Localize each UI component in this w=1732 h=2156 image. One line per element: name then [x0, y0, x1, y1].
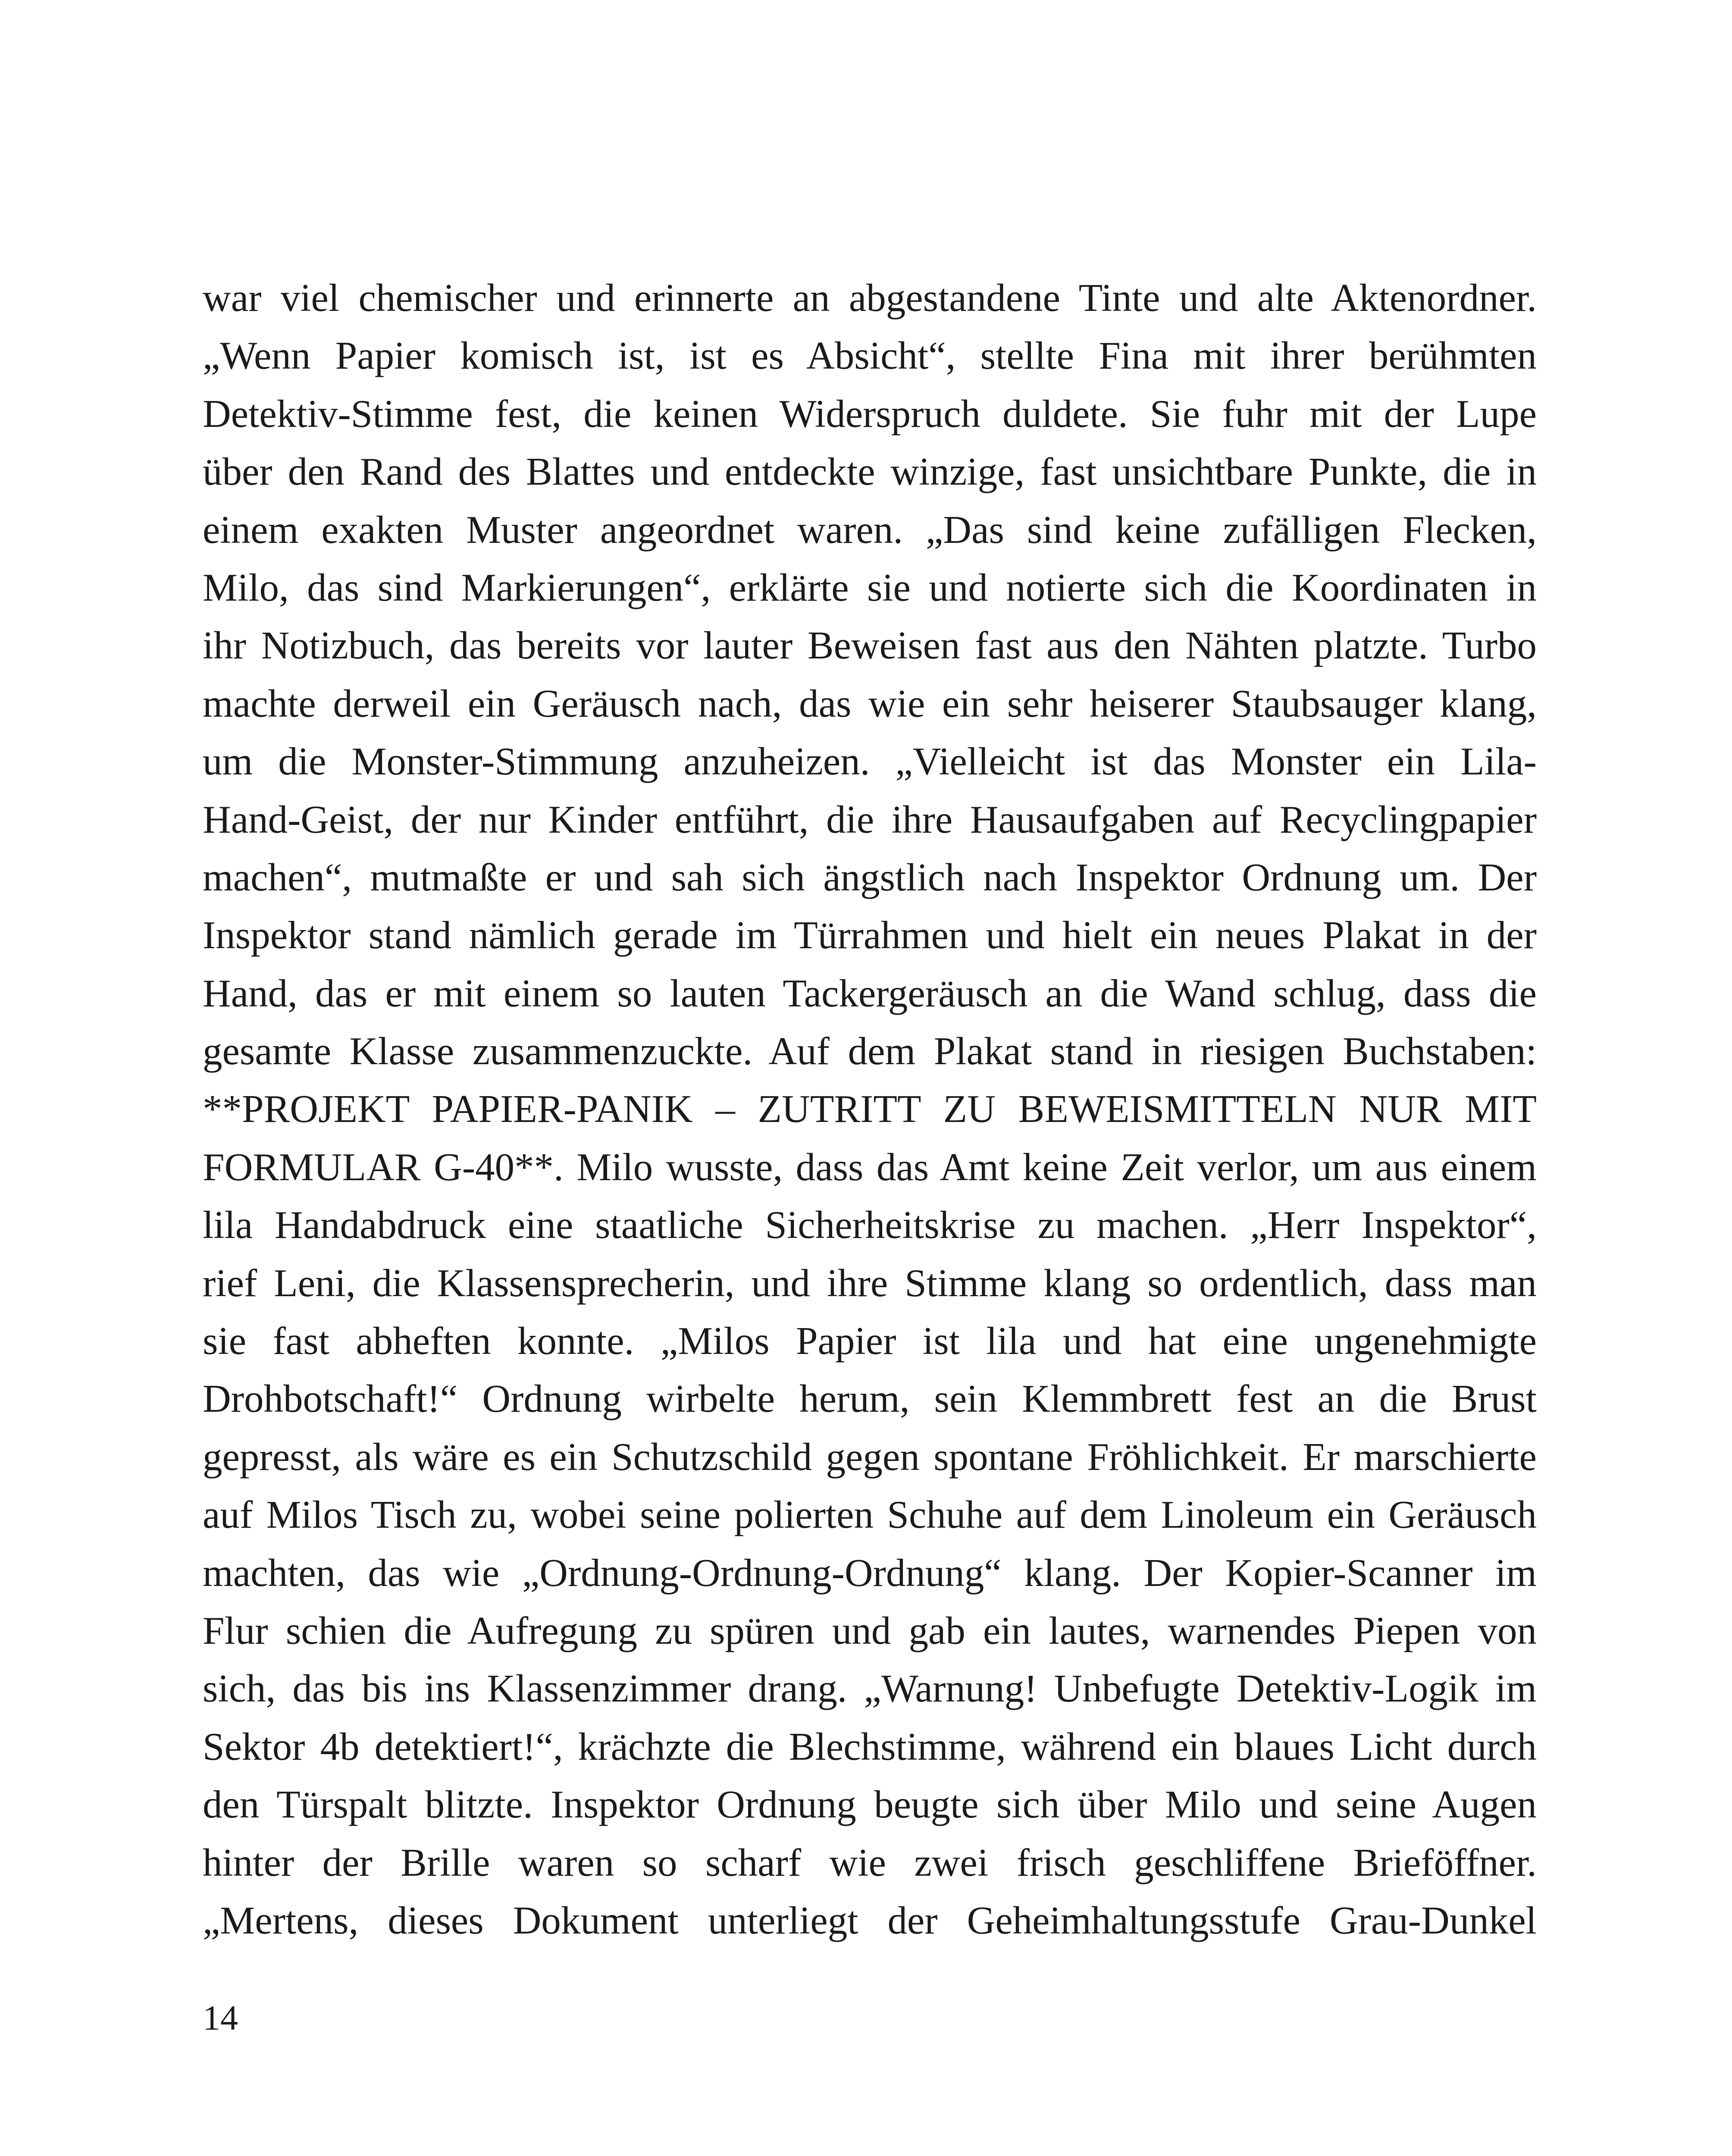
body-text: [203, 269, 1537, 1949]
text-line: Sektor 4b detektiert!“, krächzte die Blechstimme, während ein blaues Licht durch: [203, 1724, 1537, 1768]
text-line: auf Milos Tisch zu, wobei seine polierten Schuhe auf dem Linoleum ein Geräusch: [203, 1493, 1537, 1537]
text-line: war viel chemischer und erinnerte an abgestandene Tinte und alte Aktenordner.: [203, 276, 1537, 320]
text-line: gepresst, als wäre es ein Schutzschild gegen spontane Fröhlichkeit. Er marschierte: [203, 1435, 1537, 1479]
text-line: über den Rand des Blattes und entdeckte winzige, fast unsichtbare Punkte, die in: [203, 450, 1537, 494]
text-line: machte derweil ein Geräusch nach, das wie ein sehr heiserer Staubsauger klang,: [203, 681, 1537, 725]
text-line: Flur schien die Aufregung zu spüren und gab ein lautes, warnendes Piepen von: [203, 1608, 1537, 1652]
text-line: sich, das bis ins Klassenzimmer drang. „Warnung! Unbefugte Detektiv-Logik im: [203, 1667, 1537, 1711]
text-line: ihr Notizbuch, das bereits vor lauter Beweisen fast aus den Nähten platzte. Turbo: [203, 624, 1537, 667]
text-line: sie fast abheften konnte. „Milos Papier ist lila und hat eine ungenehmigte: [203, 1319, 1537, 1363]
text-line: Detektiv-Stimme fest, die keinen Widerspruch duldete. Sie fuhr mit der Lupe: [203, 392, 1537, 436]
text-line: hinter der Brille waren so scharf wie zwei frisch geschliffene Brieföffner.: [203, 1840, 1537, 1884]
text-line: **PROJEKT PAPIER-PANIK – ZUTRITT ZU BEWEISMITTELN NUR MIT: [203, 1087, 1537, 1131]
text-line: Drohbotschaft!“ Ordnung wirbelte herum, sein Klemmbrett fest an die Brust: [203, 1377, 1537, 1421]
text-line: machen“, mutmaßte er und sah sich ängstlich nach Inspektor Ordnung um. Der: [203, 855, 1537, 899]
text-line: um die Monster-Stimmung anzuheizen. „Vielleicht ist das Monster ein Lila-: [203, 740, 1537, 783]
text-line: einem exakten Muster angeordnet waren. „Das sind keine zufälligen Flecken,: [203, 508, 1537, 552]
page-number: 14: [203, 1998, 238, 2037]
text-line: „Mertens, dieses Dokument unterliegt der Geheimhaltungsstufe Grau-Dunkel: [203, 1898, 1537, 1942]
text-line: „Wenn Papier komisch ist, ist es Absicht“, stellte Fina mit ihrer berühmten: [203, 334, 1537, 378]
text-line: machten, das wie „Ordnung-Ordnung-Ordnung“ klang. Der Kopier-Scanner im: [203, 1551, 1537, 1595]
text-line: Inspektor stand nämlich gerade im Türrahmen und hielt ein neues Plakat in der: [203, 913, 1537, 957]
text-line: gesamte Klasse zusammenzuckte. Auf dem Plakat stand in riesigen Buchstaben:: [203, 1029, 1537, 1073]
text-line: rief Leni, die Klassensprecherin, und ihre Stimme klang so ordentlich, dass man: [203, 1261, 1537, 1305]
text-line: Milo, das sind Markierungen“, erklärte sie und notierte sich die Koordinaten in: [203, 565, 1537, 609]
text-line: Hand-Geist, der nur Kinder entführt, die ihre Hausaufgaben auf Recyclingpapier: [203, 797, 1537, 841]
text-line: lila Handabdruck eine staatliche Sicherheitskrise zu machen. „Herr Inspektor“,: [203, 1203, 1537, 1247]
text-line: Hand, das er mit einem so lauten Tackergeräusch an die Wand schlug, dass die: [203, 971, 1537, 1015]
text-line: den Türspalt blitzte. Inspektor Ordnung beugte sich über Milo und seine Augen: [203, 1783, 1537, 1827]
text-line: FORMULAR G-40**. Milo wusste, dass das Amt keine Zeit verlor, um aus einem: [203, 1145, 1537, 1189]
